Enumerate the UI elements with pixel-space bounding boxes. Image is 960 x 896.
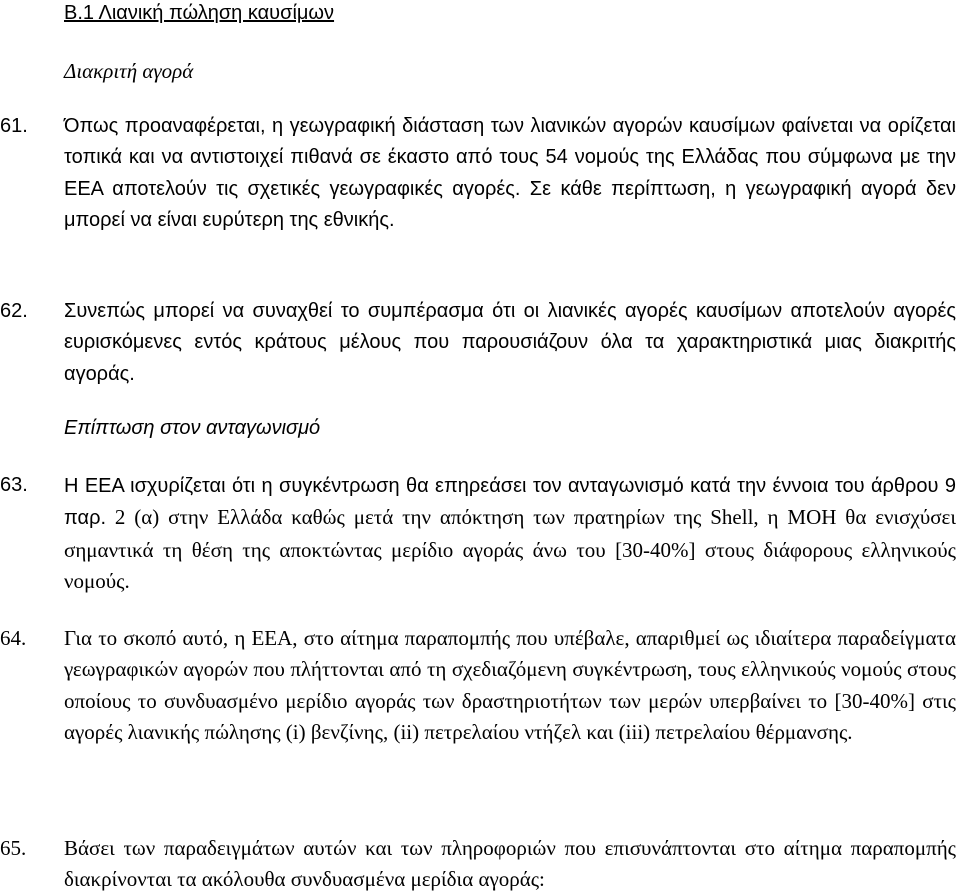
subheading-competition-impact: Επίπτωση στον ανταγωνισμό xyxy=(64,417,321,439)
paragraph-62 xyxy=(0,296,956,390)
paragraph-number: 63. xyxy=(0,474,28,496)
paragraph-number: 65. xyxy=(0,836,27,860)
subheading-distinct-market: Διακριτή αγορά xyxy=(64,59,194,83)
paragraph-63 xyxy=(0,470,957,598)
paragraph-64 xyxy=(0,623,956,749)
paragraph-number: 62. xyxy=(0,300,28,322)
paragraph-text: Για το σκοπό αυτό, η ΕΕΑ, στο αίτημα παραπομπής που υπέβαλε, απαριθμεί ως ιδιαίτερα παραδείγματα γεωγραφικών αγορών που πλήττονται από τη σχεδιαζόμενη συγκέντρωση, τους ελληνικούς νομούς στους οποίους το συνδυασμένο μερίδιο αγοράς των δραστηριοτήτων των μερών υπερβαίνει το [30-40%] στις αγορές λιανικής πώλησης (i) βενζίνης, (ii) πετρελαίου ντήζελ και (iii) πετρελαίου θέρμανσης. xyxy=(64,626,956,745)
paragraph-number: 64. xyxy=(0,626,27,650)
paragraph-text: Συνεπώς μπορεί να συναχθεί το συμπέρασμα ότι οι λιανικές αγορές καυσίμων αποτελούν αγορές ευρισκόμενες εντός κράτους μέλους που παρουσιάζουν όλα τα χαρακτηριστικά μιας διακριτής αγοράς. xyxy=(64,300,956,385)
paragraph-65 xyxy=(0,833,956,896)
paragraph-text: Όπως προαναφέρεται, η γεωγραφική διάσταση των λιανικών αγορών καυσίμων φαίνεται να ορίζεται τοπικά και να αντιστοιχεί πιθανά σε έκαστο από τους 54 νομούς της Ελλάδας που σύμφωνα με την ΕΕΑ αποτελούν τις σχετικές γεωγραφικές αγορές. Σε κάθε περίπτωση, η γεωγραφική αγορά δεν μπορεί να είναι ευρύτερη της εθνικής. xyxy=(64,115,956,232)
paragraph-61 xyxy=(0,111,956,237)
section-heading: Β.1 Λιανική πώληση καυσίμων xyxy=(64,2,335,24)
paragraph-number: 61. xyxy=(0,115,28,137)
paragraph-text: Βάσει των παραδειγμάτων αυτών και των πληροφοριών που επισυνάπτονται στο αίτημα παραπομπής διακρίνονται τα ακόλουθα συνδυασμένα μερίδια αγοράς: xyxy=(64,836,956,892)
paragraph-text-serif: 2 (α) στην Ελλάδα καθώς μετά την απόκτηση των πρατηρίων της Shell, η ΜΟΗ θα ενισχύσει σημαντικά τη θέση της αποκτώντας μερίδιο αγοράς άνω του [30-40%] στους διάφορους ελληνικούς νομούς. xyxy=(64,505,957,594)
paragraph-text-sans: Η ΕΕΑ ισχυρίζεται ότι η συγκέντρωση θα επηρεάσει τον ανταγωνισμό κατά την έννοια του άρθρου 9 παρ. xyxy=(64,475,956,530)
